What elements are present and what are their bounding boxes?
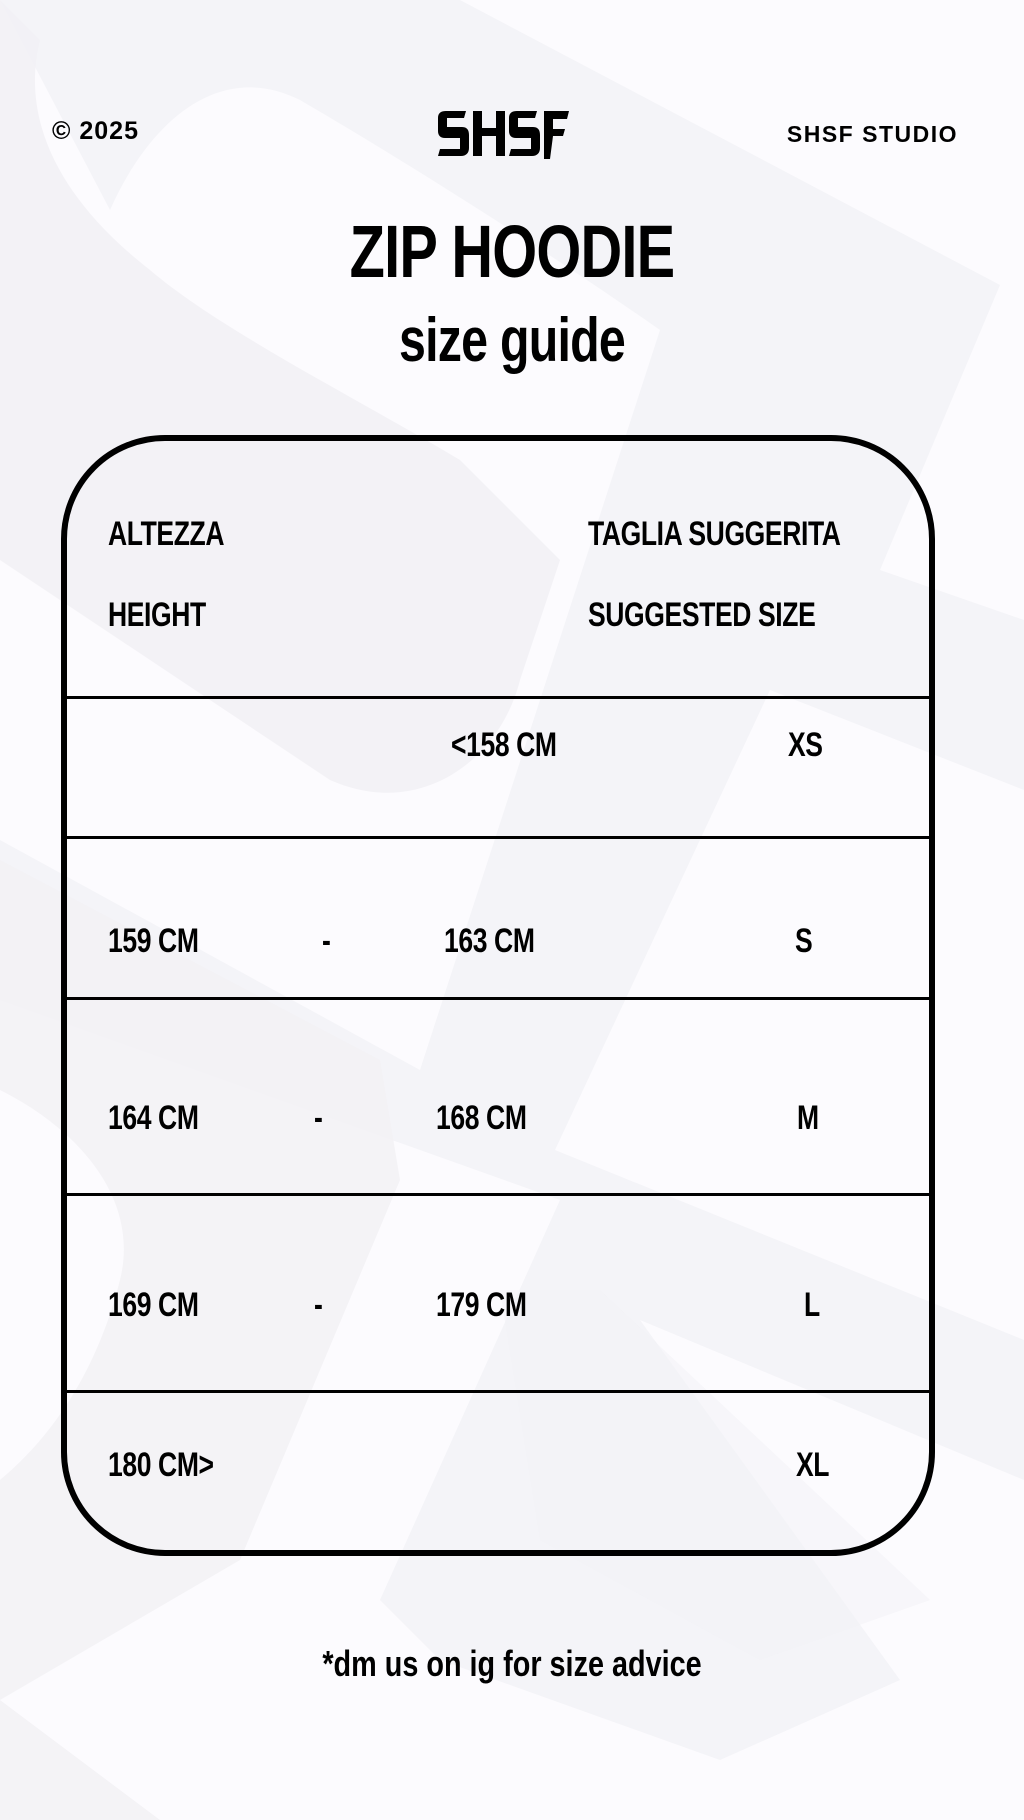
- row-l-separator: -: [314, 1286, 323, 1324]
- row-s-height-from: 159 CM: [108, 922, 199, 960]
- copyright-text: © 2025: [52, 117, 139, 145]
- shsf-logo-icon: [436, 110, 570, 160]
- header-height-english: HEIGHT: [108, 596, 206, 634]
- row-l-size: L: [804, 1286, 820, 1324]
- row-s-size: S: [795, 922, 813, 960]
- row-divider: [64, 696, 932, 699]
- row-m-height-to: 168 CM: [436, 1099, 527, 1137]
- row-divider: [64, 997, 932, 1000]
- row-divider: [64, 1193, 932, 1196]
- row-xs-size: XS: [788, 726, 823, 764]
- row-l-height-to: 179 CM: [436, 1286, 527, 1324]
- row-xl-height: 180 CM>: [108, 1446, 214, 1484]
- row-divider: [64, 1390, 932, 1393]
- page-title: ZIP HOODIE: [349, 210, 675, 293]
- header-size-english: SUGGESTED SIZE: [588, 596, 816, 634]
- row-xl-size: XL: [796, 1446, 830, 1484]
- row-s-height-to: 163 CM: [444, 922, 535, 960]
- row-m-size: M: [797, 1099, 819, 1137]
- studio-name: SHSF STUDIO: [786, 121, 958, 147]
- size-advice-note: *dm us on ig for size advice: [322, 1643, 702, 1684]
- brand-logo: [436, 110, 570, 160]
- header-height-italian: ALTEZZA: [108, 515, 225, 553]
- row-m-height-from: 164 CM: [108, 1099, 199, 1137]
- page-subtitle: size guide: [398, 306, 626, 375]
- row-xs-height: <158 CM: [451, 726, 557, 764]
- header-size-italian: TAGLIA SUGGERITA: [588, 515, 841, 553]
- row-divider: [64, 836, 932, 839]
- row-l-height-from: 169 CM: [108, 1286, 199, 1324]
- row-m-separator: -: [314, 1099, 323, 1137]
- row-s-separator: -: [322, 922, 331, 960]
